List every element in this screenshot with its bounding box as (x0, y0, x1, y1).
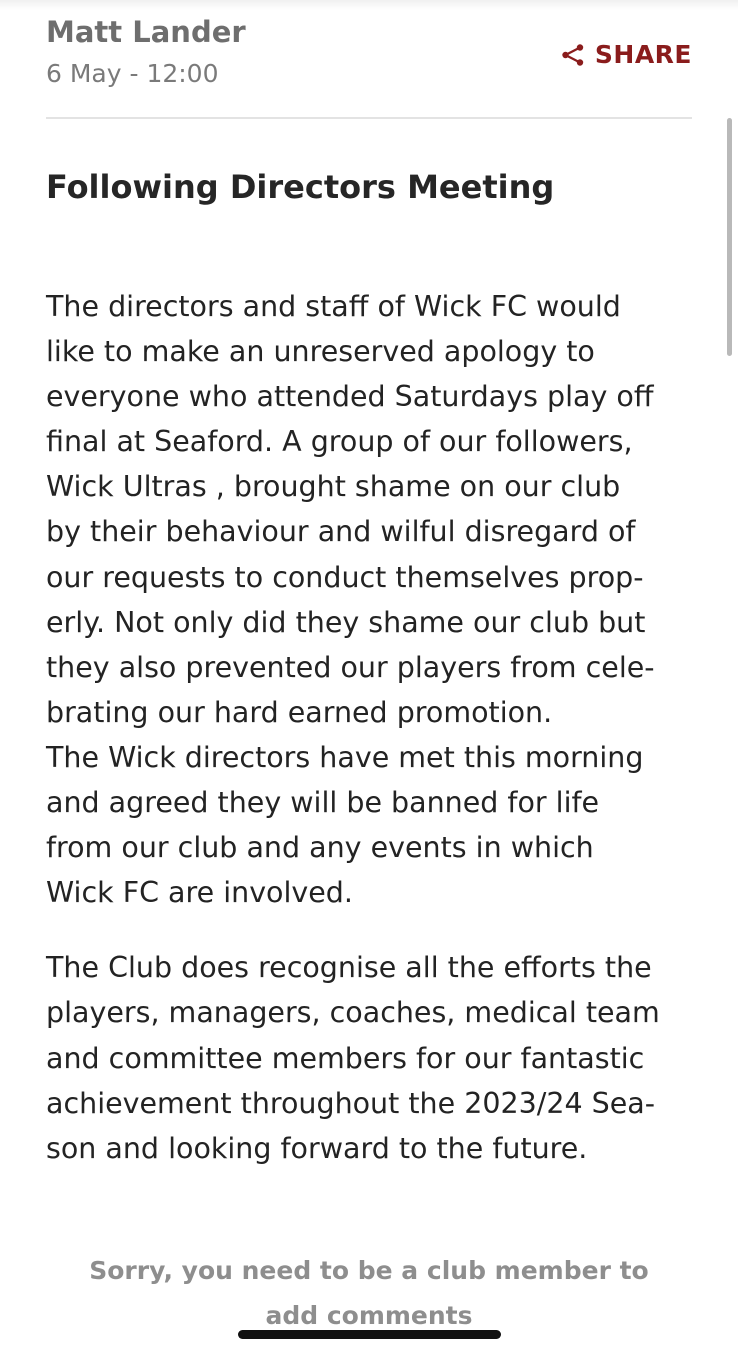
body-line: The Club does recognise all the efforts the (46, 951, 652, 985)
body-line: by their behaviour and wilful disregard of (46, 515, 636, 549)
header-divider (46, 117, 692, 119)
post-title: Following Directors Meeting (46, 168, 555, 206)
body-line: Wick FC are involved. (46, 876, 353, 910)
body-line: players, managers, coaches, medical team (46, 996, 660, 1030)
body-line: achievement throughout the 2023/24 Sea- (46, 1086, 656, 1120)
home-indicator[interactable] (238, 1330, 501, 1339)
share-icon (561, 43, 585, 67)
body-line: Wick Ultras , brought shame on our club (46, 470, 621, 504)
body-line: like to make an unreserved apology to (46, 335, 595, 369)
post-header (46, 14, 692, 118)
author-name[interactable]: Matt Lander (46, 15, 246, 49)
top-shadow (0, 0, 738, 10)
body-line: our requests to conduct themselves prop- (46, 560, 644, 594)
share-button[interactable] (561, 40, 692, 70)
notice-line: Sorry, you need to be a club member to (89, 1256, 649, 1285)
post-date: 6 May - 12:00 (46, 59, 219, 88)
body-line: brating our hard earned promotion. (46, 695, 553, 729)
notice-line: add comments (265, 1301, 473, 1330)
post-paragraph-2 (46, 945, 706, 1170)
share-label: SHARE (594, 40, 692, 69)
body-line: son and looking forward to the future. (46, 1131, 588, 1165)
body-line: and committee members for our fantastic (46, 1041, 645, 1075)
body-line: they also prevented our players from cele- (46, 650, 655, 684)
post-body (46, 284, 706, 1171)
body-line: and agreed they will be banned for life (46, 786, 600, 820)
post-paragraph-1 (46, 284, 706, 915)
body-line: from our club and any events in which (46, 831, 594, 865)
body-line: everyone who attended Saturdays play off (46, 380, 654, 414)
scrollbar[interactable] (727, 118, 732, 356)
body-line: The Wick directors have met this morning (46, 740, 644, 774)
body-line: final at Seaford. A group of our followers, (46, 425, 633, 459)
body-line: The directors and staff of Wick FC would (46, 290, 621, 323)
comments-member-notice (0, 1248, 738, 1338)
body-line: erly. Not only did they shame our club but (46, 605, 646, 639)
